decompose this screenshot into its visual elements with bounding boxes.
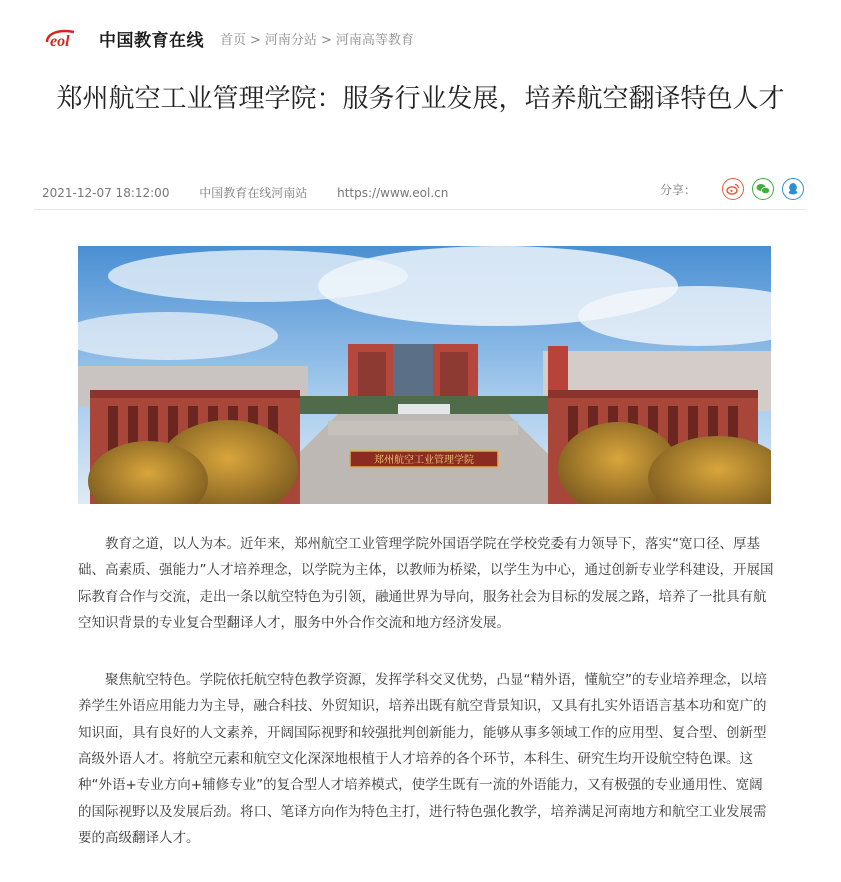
wechat-icon: [756, 183, 770, 195]
share-wechat-button[interactable]: [752, 178, 774, 200]
breadcrumb-henan[interactable]: 河南分站: [264, 33, 317, 48]
breadcrumb: [220, 29, 414, 48]
campus-sign-text: 郑州航空工业管理学院: [374, 455, 474, 466]
article-meta: [42, 184, 474, 201]
campus-gate-photo: [78, 246, 771, 504]
article-paragraph: 聚焦航空特色。学院依托航空特色教学资源，发挥学科交叉优势，凸显“精外语，懂航空”的专业培养理念，以培养学生外语应用能力为主导，融合科技、外贸知识，培养出既有航空背景知识，又具有扎实外语语言基本功和宽广的知识面，具有良好的人文素养，开阔国际视野和较强批判创新能力，能够从事多领域工作的应用型、复合型、创新型高级外语人才。将航空元素和航空文化深深地根植于人才培养的各个环节，本科生、研究生均开设航空特色课。这种“外语+专业方向+辅修专业”的复合型人才培养模式，使学生既有一流的外语能力，又有极强的专业通用性、宽阔的国际视野以及发展后劲。将口、笔译方向作为特色主打，进行特色强化教学，培养满足河南地方和航空工业发展需要的高级翻译人才。: [78, 672, 767, 846]
source-url: https://www.eol.cn: [337, 186, 449, 200]
article-paragraph: 教育之道，以人为本。近年来，郑州航空工业管理学院外国语学院在学校党委有力领导下，落实“宽口径、厚基础、高素质、强能力”人才培养理念，以学院为主体，以教师为桥梁，以学生为中心，通过创新专业学科建设，开展国际教育合作与交流，走出一条以航空特色为引领，融通世界为导向，服务社会为目标的发展之路，培养了一批具有航空知识背景的专业复合型翻译人才，服务中外合作交流和地方经济发展。: [78, 536, 774, 631]
share-label: 分享：: [659, 182, 696, 197]
site-header: [0, 0, 841, 70]
eol-logo-mark: [44, 25, 96, 51]
weibo-icon: [726, 183, 740, 195]
meta-divider: [34, 209, 807, 210]
svg-text:eol: eol: [50, 33, 70, 50]
campus-illustration: [78, 246, 771, 504]
breadcrumb-separator: >: [250, 33, 261, 48]
breadcrumb-separator: >: [320, 33, 332, 48]
share-bar: [660, 178, 804, 200]
article-source: 中国教育在线河南站: [199, 186, 308, 200]
share-qq-button[interactable]: [782, 178, 804, 200]
breadcrumb-henan-higher-ed[interactable]: 河南高等教育: [335, 33, 414, 48]
qq-icon: [787, 182, 799, 196]
article-title: 郑州航空工业管理学院：服务行业发展，培养航空翻译特色人才: [56, 84, 785, 114]
logo-text: 中国教育在线: [99, 30, 204, 51]
publish-date: 2021-12-07 18:12:00: [42, 186, 170, 200]
breadcrumb-home[interactable]: 首页: [220, 33, 247, 48]
site-logo[interactable]: [44, 24, 204, 52]
article-body: [78, 531, 776, 882]
share-weibo-button[interactable]: [722, 178, 744, 200]
